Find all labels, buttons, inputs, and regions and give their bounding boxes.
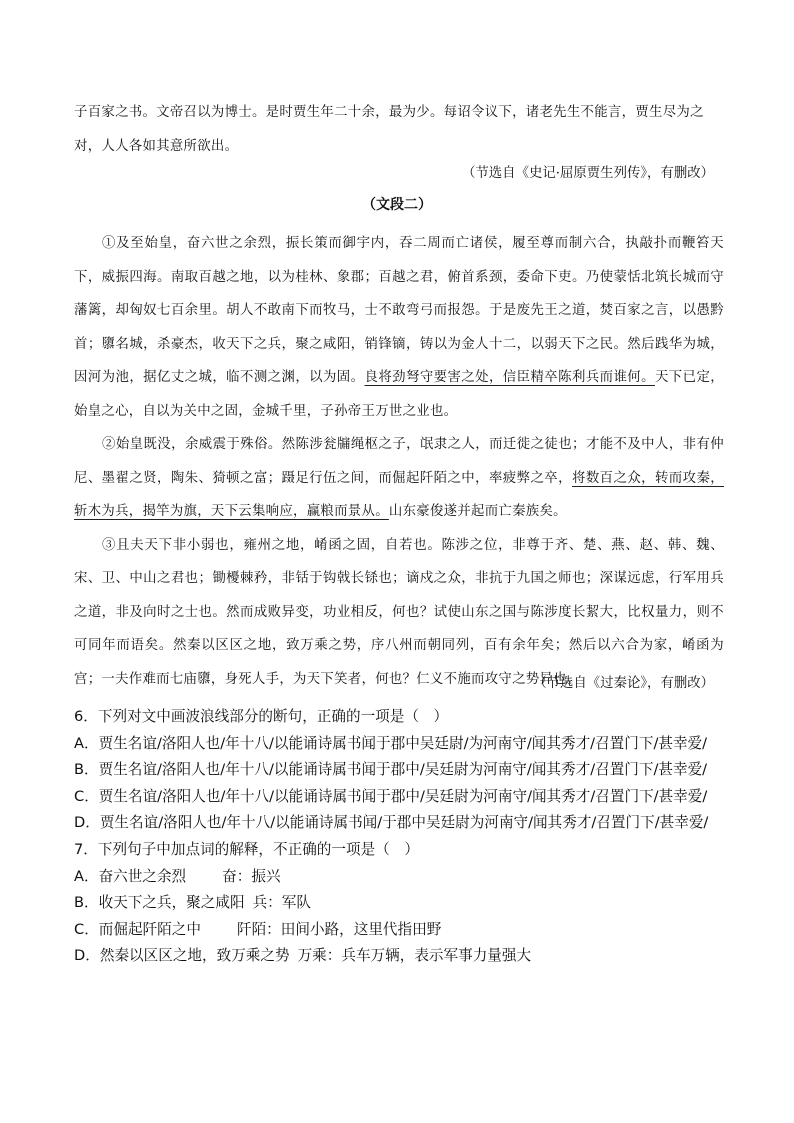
question-7-stem: 7．下列句子中加点词的解释，不正确的一项是（ ） bbox=[74, 840, 419, 858]
option-letter: D． bbox=[74, 947, 100, 965]
question-7-option-a[interactable] bbox=[74, 864, 734, 891]
option-term: 万乘：兵车万辆，表示军事力量强大 bbox=[297, 947, 532, 965]
passage-two-source: （节选自《过秦论》，有删改） bbox=[533, 676, 714, 691]
passage-one-line-1: 子百家之书。文帝召以为博士。是时贾生年二十余，最为少。每诏令议下，诸老先生不能言，贾生尽为之 bbox=[74, 105, 704, 120]
questions-section bbox=[74, 704, 734, 970]
option-sentence: 而倔起阡陌之中 bbox=[98, 920, 201, 938]
question-7-option-d[interactable] bbox=[74, 943, 734, 970]
passage-two-paragraph-3 bbox=[74, 529, 724, 697]
question-7-option-b[interactable] bbox=[74, 890, 734, 917]
paragraph-text: 山东豪俊遂并起而亡秦族矣。 bbox=[388, 504, 567, 519]
passage-one-excerpt bbox=[74, 96, 724, 163]
paragraph-text: ③且夫天下非小弱也，雍州之地，崤函之固，自若也。陈涉之位，非尊于齐、楚、燕、赵、韩、魏、宋、卫、中山之君也；锄櫌棘矜，非铦于钩戟长铩也；谪戍之众，非抗于九国之师也；深谋远虑，行军用兵之道，非及向时之士也。然而成败异变，功业相反，何也？试使山东之国与陈涉度长絜大，比权量力，则不可同年而语矣。然秦以区区之地，致万乘之势，序八州而朝同列，百有余年矣；然后以六合为家，崤函为宫；一夫作难而七庙隳，身死人手，为天下笑者，何也？仁义不施而攻守之势异也。 bbox=[74, 537, 724, 687]
underlined-sentence: 将数百之众，转而攻秦，斩木为兵，揭竿为旗，天下云集响应，赢粮而景从。 bbox=[74, 470, 725, 519]
paragraph-text: 天下已定，始皇之心，自以为关中之固，金城千里，子孙帝王万世之业也。 bbox=[74, 370, 724, 419]
passage-one-source: （节选自《史记·屈原贾生列传》，有删改） bbox=[462, 166, 714, 181]
paragraph-text: ②始皇既没，余威震于殊俗。然陈涉瓮牖绳枢之子，氓隶之人，而迁徙之徒也；才能不及中人，非有仲尼、墨翟之贤，陶朱、猗顿之富；蹑足行伍之间，而倔起阡陌之中，率疲弊之卒， bbox=[74, 437, 724, 486]
option-term: 奋：振兴 bbox=[222, 867, 281, 885]
question-6-option-d[interactable]: D．贾生名谊/洛阳人也/年十八/以能诵诗属书闻/于郡中吴廷尉为河南守/闻其秀才/召置门下/甚幸爱/ bbox=[74, 814, 709, 832]
option-term: 兵：军队 bbox=[252, 894, 311, 912]
question-6-option-a[interactable]: A．贾生名谊/洛阳人也/年十八/以能诵诗属书闻于郡中吴廷尉/为河南守/闻其秀才/召置门下/甚幸爱/ bbox=[74, 734, 708, 752]
paragraph-text: ①及至始皇，奋六世之余烈，振长策而御宇内，吞二周而亡诸侯，履至尊而制六合，执敲扑而鞭笞天下，威振四海。南取百越之地，以为桂林、象郡；百越之君，俯首系颈，委命下吏。乃使蒙恬北筑长城而守藩篱，却匈奴七百余里。胡人不敢南下而牧马，士不敢弯弓而报怨。于是废先王之道，焚百家之言，以愚黔首；隳名城，杀豪杰，收天下之兵，聚之咸阳，销锋镝，铸以为金人十二，以弱天下之民。然后践华为城，因河为池，据亿丈之城，临不测之渊，以为固。 bbox=[74, 236, 724, 385]
question-6-option-b[interactable]: B．贾生名谊/洛阳人也/年十八/以能诵诗属书闻于郡中/吴廷尉为河南守/闻其秀才/召置门下/甚幸爱/ bbox=[74, 761, 708, 779]
question-6-stem: 6．下列对文中画波浪线部分的断句，正确的一项是（ ） bbox=[74, 708, 449, 725]
question-7-option-c[interactable] bbox=[74, 917, 734, 944]
option-letter: A． bbox=[74, 867, 99, 885]
underlined-sentence: 良将劲弩守要害之处，信臣精卒陈利兵而谁何。 bbox=[364, 370, 655, 385]
question-6-option-c[interactable]: C．贾生名谊/洛阳人也/年十八/以能诵诗属书闻于郡中/吴廷尉为河南守/闻其秀才/召置门下/甚幸爱/ bbox=[74, 787, 708, 805]
option-letter: C． bbox=[74, 920, 99, 938]
option-letter: B． bbox=[74, 894, 99, 912]
option-term: 阡陌：田间小路，这里代指田野 bbox=[236, 920, 442, 938]
passage-two-paragraph-1 bbox=[74, 227, 724, 428]
option-sentence: 收天下之兵，聚之咸阳 bbox=[98, 894, 245, 912]
passage-one-line-2: 对，人人各如其意所欲出。 bbox=[74, 138, 239, 154]
option-sentence: 然秦以区区之地，致万乘之势 bbox=[99, 947, 290, 965]
option-sentence: 奋六世之余烈 bbox=[98, 867, 187, 885]
passage-two-paragraph-2 bbox=[74, 428, 724, 529]
passage-two-body bbox=[74, 227, 724, 696]
passage-two-title: （文段二） bbox=[362, 197, 432, 213]
